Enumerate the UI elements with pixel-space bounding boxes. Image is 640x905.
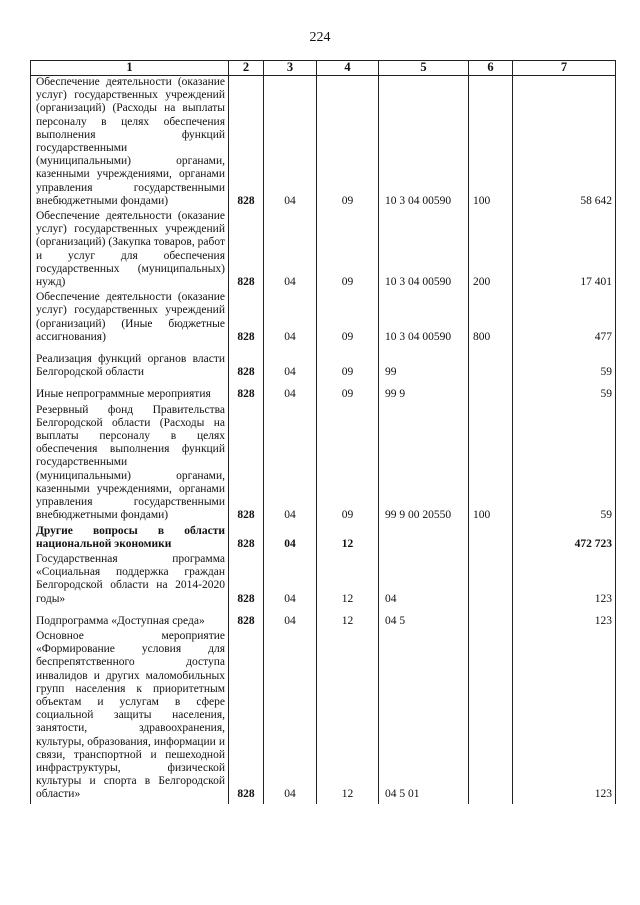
row-expense-type: 800 bbox=[469, 291, 513, 346]
row-description: Реализация функций органов власти Белгородской области bbox=[31, 353, 229, 381]
row-description: Основное мероприятие «Формирование условия для беспрепятственного доступа инвалидов и других маломобильных групп населения к приоритетным объектам и услугам в сфере социальной защиты населения, занятости, здравоохранения, культуры, образования, информации и связи, транспортной и пешеходной инфраструктуры, физической культуры и спорта в Белгородской области» bbox=[31, 630, 229, 804]
row-target-article bbox=[379, 525, 469, 553]
page-number: 224 bbox=[309, 30, 331, 45]
table-row bbox=[31, 291, 616, 346]
table-header bbox=[31, 61, 616, 76]
row-amount: 59 bbox=[513, 404, 616, 525]
row-admin-code: 828 bbox=[229, 553, 264, 608]
row-section: 04 bbox=[264, 291, 317, 346]
row-section: 04 bbox=[264, 615, 317, 630]
row-amount: 477 bbox=[513, 291, 616, 346]
header-col-6: 6 bbox=[469, 61, 513, 76]
row-subsection: 12 bbox=[317, 525, 379, 553]
table-row bbox=[31, 353, 616, 381]
row-subsection: 09 bbox=[317, 210, 379, 291]
row-target-article: 10 3 04 00590 bbox=[379, 291, 469, 346]
row-subsection: 12 bbox=[317, 615, 379, 630]
row-section: 04 bbox=[264, 210, 317, 291]
row-amount: 472 723 bbox=[513, 525, 616, 553]
row-section: 04 bbox=[264, 553, 317, 608]
row-admin-code: 828 bbox=[229, 76, 264, 211]
row-description: Обеспечение деятельности (оказание услуг) государственных учреждений (организаций) (Закупка товаров, работ и услуг для обеспечения государственных (муниципальных) нужд) bbox=[31, 210, 229, 291]
row-amount: 123 bbox=[513, 615, 616, 630]
row-description: Обеспечение деятельности (оказание услуг) государственных учреждений (организаций) (Иные бюджетные ассигнования) bbox=[31, 291, 229, 346]
row-target-article: 99 9 bbox=[379, 388, 469, 403]
row-section: 04 bbox=[264, 525, 317, 553]
row-admin-code: 828 bbox=[229, 353, 264, 381]
row-description: Государственная программа «Социальная поддержка граждан Белгородской области на 2014-2020 годы» bbox=[31, 553, 229, 608]
row-admin-code: 828 bbox=[229, 630, 264, 804]
row-subsection: 09 bbox=[317, 388, 379, 403]
row-subsection: 09 bbox=[317, 291, 379, 346]
row-target-article: 04 5 01 bbox=[379, 630, 469, 804]
table-row bbox=[31, 210, 616, 291]
row-expense-type bbox=[469, 630, 513, 804]
row-expense-type: 100 bbox=[469, 76, 513, 211]
row-admin-code: 828 bbox=[229, 404, 264, 525]
header-col-5: 5 bbox=[379, 61, 469, 76]
row-section: 04 bbox=[264, 388, 317, 403]
row-amount: 17 401 bbox=[513, 210, 616, 291]
row-amount: 123 bbox=[513, 630, 616, 804]
row-admin-code: 828 bbox=[229, 291, 264, 346]
row-spacer bbox=[31, 381, 616, 388]
row-spacer bbox=[31, 608, 616, 615]
table-row bbox=[31, 553, 616, 608]
row-description: Другие вопросы в области национальной экономики bbox=[31, 525, 229, 553]
row-spacer bbox=[31, 346, 616, 353]
row-subsection: 12 bbox=[317, 553, 379, 608]
row-section: 04 bbox=[264, 353, 317, 381]
row-admin-code: 828 bbox=[229, 388, 264, 403]
row-section: 04 bbox=[264, 76, 317, 211]
row-target-article: 99 bbox=[379, 353, 469, 381]
row-expense-type bbox=[469, 615, 513, 630]
budget-table bbox=[30, 60, 616, 804]
row-amount: 59 bbox=[513, 388, 616, 403]
header-col-3: 3 bbox=[264, 61, 317, 76]
table-row bbox=[31, 404, 616, 525]
row-target-article: 04 bbox=[379, 553, 469, 608]
row-expense-type bbox=[469, 353, 513, 381]
row-amount: 58 642 bbox=[513, 76, 616, 211]
row-subsection: 09 bbox=[317, 76, 379, 211]
row-subsection: 12 bbox=[317, 630, 379, 804]
row-expense-type: 100 bbox=[469, 404, 513, 525]
table-body bbox=[31, 76, 616, 804]
header-col-4: 4 bbox=[317, 61, 379, 76]
row-subsection: 09 bbox=[317, 353, 379, 381]
table-row bbox=[31, 630, 616, 804]
row-target-article: 10 3 04 00590 bbox=[379, 76, 469, 211]
row-expense-type bbox=[469, 525, 513, 553]
row-description: Обеспечение деятельности (оказание услуг) государственных учреждений (организаций) (Расходы на выплаты персоналу в целях обеспечения выполнения функций государственными (муниципальными) органами, казенными учреждениями, органами управления государственными внебюджетными фондами) bbox=[31, 76, 229, 211]
row-expense-type: 200 bbox=[469, 210, 513, 291]
table-row bbox=[31, 615, 616, 630]
row-description: Подпрограмма «Доступная среда» bbox=[31, 615, 229, 630]
row-expense-type bbox=[469, 553, 513, 608]
header-col-2: 2 bbox=[229, 61, 264, 76]
table-row bbox=[31, 76, 616, 211]
row-section: 04 bbox=[264, 630, 317, 804]
row-description: Резервный фонд Правительства Белгородской области (Расходы на выплаты персоналу в целях обеспечения выполнения функций государственными (муниципальными) органами, казенными учреждениями, органами управления государственными внебюджетными фондами) bbox=[31, 404, 229, 525]
row-admin-code: 828 bbox=[229, 615, 264, 630]
row-section: 04 bbox=[264, 404, 317, 525]
table-row bbox=[31, 525, 616, 553]
row-admin-code: 828 bbox=[229, 525, 264, 553]
header-col-1: 1 bbox=[31, 61, 229, 76]
row-expense-type bbox=[469, 388, 513, 403]
row-description: Иные непрограммные мероприятия bbox=[31, 388, 229, 403]
row-subsection: 09 bbox=[317, 404, 379, 525]
row-amount: 59 bbox=[513, 353, 616, 381]
row-admin-code: 828 bbox=[229, 210, 264, 291]
row-target-article: 10 3 04 00590 bbox=[379, 210, 469, 291]
row-target-article: 04 5 bbox=[379, 615, 469, 630]
row-target-article: 99 9 00 20550 bbox=[379, 404, 469, 525]
row-amount: 123 bbox=[513, 553, 616, 608]
header-col-7: 7 bbox=[513, 61, 616, 76]
table-row bbox=[31, 388, 616, 403]
